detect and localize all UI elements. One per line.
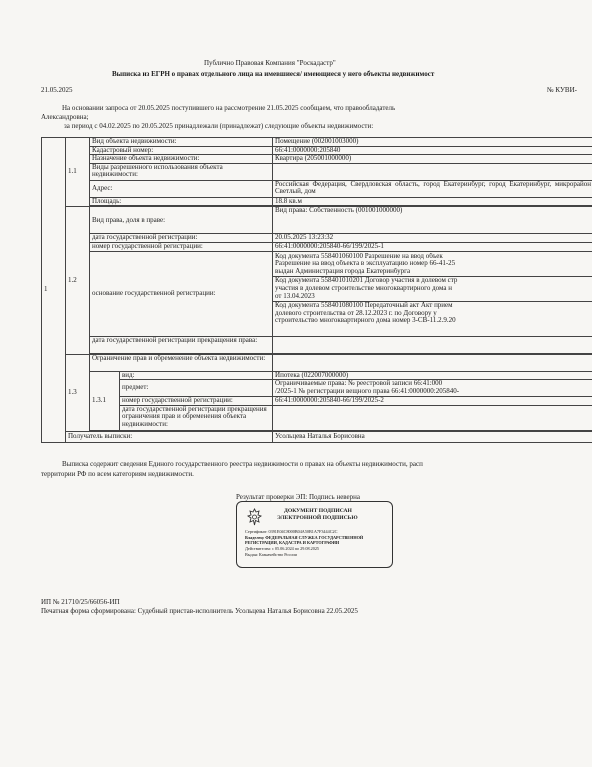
encumbrance-end-date-value bbox=[273, 405, 592, 430]
row-number-1-3-1: 1.3.1 bbox=[90, 371, 120, 430]
company-name: Публично Правовая Компания "Роскадастр" bbox=[204, 59, 336, 67]
subject-line: /2025-1 № регистрации вещного права 66:41:0000000:205840- bbox=[275, 387, 460, 395]
area-value: 18.8 кв.м bbox=[273, 197, 592, 206]
right-type-value: Вид права: Собственность (001001000000) bbox=[273, 207, 592, 234]
basis-line: Разрешение на ввод объекта в эксплуатацию номер 66-41-25 bbox=[275, 260, 456, 268]
document-title: Выписка из ЕГРН о правах отдельного лица на имевшиеся/ имеющиеся у него объекты недвижимост bbox=[112, 70, 435, 78]
permitted-use-value bbox=[273, 163, 592, 180]
rights-table bbox=[41, 137, 592, 443]
object-purpose-value: Квартира (205001000000) bbox=[273, 155, 592, 164]
stamp-issuer: Выдан: Казначейство России bbox=[245, 552, 297, 557]
encumbrance-subject-label: предмет: bbox=[120, 380, 273, 397]
basis-line: долевого строительства от 28.12.2023 г. по Договору у bbox=[275, 309, 437, 317]
encumbrance-number-label: номер государственной регистрации: bbox=[120, 397, 273, 406]
cadastral-number-value: 66:41:0000000:205840 bbox=[273, 146, 592, 155]
registration-basis-label: основание государственной регистрации: bbox=[90, 251, 273, 336]
basis-line: Код документа 558401060100 Разрешение на ввод объек bbox=[275, 252, 443, 260]
object-purpose-label: Назначение объекта недвижимости: bbox=[90, 155, 273, 164]
intro-line-1: На основании запроса от 20.05.2025 поступившего на рассмотрение 21.05.2025 сообщаем, что правообладатель bbox=[62, 104, 396, 112]
encumbrance-type-label: вид: bbox=[120, 371, 273, 380]
encumbrance-number-value: 66:41:0000000:205840-66/199/2025-2 bbox=[273, 397, 592, 406]
registration-date-label: дата государственной регистрации: bbox=[90, 234, 273, 243]
basis-line: выдан Администрация города Екатеринбурга bbox=[273, 268, 592, 278]
stamp-certificate: Сертификат: 0391E04C8000B04A50B1A7F3444C2C bbox=[245, 529, 338, 534]
footer-note-line-2: территории РФ по всем категориям недвижимости. bbox=[41, 470, 194, 478]
cadastral-number-label: Кадастровый номер: bbox=[90, 146, 273, 155]
recipient-value: Усольцева Наталья Борисовна bbox=[273, 431, 592, 442]
document-date: 21.05.2025 bbox=[41, 86, 73, 94]
row-number-1-1: 1.1 bbox=[66, 138, 90, 207]
recipient-label: Получатель выписки: bbox=[66, 431, 273, 442]
signature-check-result: Результат проверки ЭП: Подпись неверна bbox=[236, 493, 361, 501]
printed-by: Печатная форма сформирована: Судебный пристав-исполнитель Усольцева Наталья Борисовна 22.05.2025 bbox=[41, 607, 358, 615]
basis-line: Код документа 558401010201 Договор участия в долевом стр bbox=[275, 277, 458, 285]
row-number-1-2: 1.2 bbox=[66, 207, 90, 354]
row-number-1-3: 1.3 bbox=[66, 354, 90, 431]
intro-line-3: за период с 04.02.2025 по 20.05.2025 принадлежали (принадлежат) следующие объекты недвижимости: bbox=[64, 122, 374, 130]
registration-number-value: 66:41:0000000:205840-66/199/2025-1 bbox=[273, 242, 592, 251]
coat-of-arms-icon bbox=[246, 508, 263, 527]
basis-line: строительство многоквартирного дома номер 3-СВ-11.2.9.20 bbox=[275, 317, 456, 325]
row-number-1: 1 bbox=[42, 138, 66, 443]
object-type-value: Помещение (002001003000) bbox=[273, 138, 592, 147]
basis-line: Код документа 558401080100 Передаточный акт Акт прием bbox=[275, 302, 453, 310]
address-value: Российская Федерация, Свердловская область, город Екатеринбург, город Екатеринбург, микрорайон Светлый, дом bbox=[273, 180, 592, 197]
document-number: № КУВИ- bbox=[547, 86, 577, 94]
stamp-title-1: ДОКУМЕНТ ПОДПИСАН bbox=[284, 508, 352, 514]
encumbrance-header: Ограничение прав и обременение объекта недвижимости: bbox=[90, 354, 273, 371]
basis-line: участия в долевом строительстве многоквартирного дома н bbox=[275, 284, 453, 292]
encumbrance-subject-value bbox=[273, 380, 592, 397]
right-type-label: Вид права, доля в праве: bbox=[90, 207, 273, 234]
right-end-date-value bbox=[273, 336, 592, 353]
stamp-validity: Действителен: с 05.06.2024 по 29.08.2025 bbox=[245, 546, 320, 551]
intro-line-2: Александровна; bbox=[41, 113, 89, 121]
stamp-owner-2: РЕГИСТРАЦИИ, КАДАСТРА И КАРТОГРАФИИ bbox=[245, 540, 340, 545]
object-type-label: Вид объекта недвижимости: bbox=[90, 138, 273, 147]
registration-date-value: 20.05.2025 13:23:32 bbox=[273, 234, 592, 243]
footer-note-line-1: Выписка содержит сведения Единого государственного реестра недвижимости о правах на объекты недвижимости, расп bbox=[62, 460, 423, 468]
subject-line: Ограничиваемые права: № реестровой записи 66:41:000 bbox=[275, 380, 443, 388]
address-label: Адрес: bbox=[90, 180, 273, 197]
basis-line: от 13.04.2023 bbox=[273, 293, 592, 303]
stamp-owner: Владелец: ФЕДЕРАЛЬНАЯ СЛУЖБА ГОСУДАРСТВЕННОЙ bbox=[245, 535, 364, 540]
enforcement-number: ИП № 21710/25/66056-ИП bbox=[41, 598, 120, 606]
encumbrance-type-value: Ипотека (022007000000) bbox=[273, 371, 592, 380]
encumbrance-end-date-label: дата государственной регистрации прекращения ограничения прав и обременения объекта недвижимости: bbox=[120, 405, 273, 430]
area-label: Площадь: bbox=[90, 197, 273, 206]
stamp-title-2: ЭЛЕКТРОННОЙ ПОДПИСЬЮ bbox=[277, 515, 358, 521]
electronic-signature-stamp bbox=[236, 501, 393, 568]
registration-basis-value bbox=[273, 251, 592, 336]
registration-number-label: номер государственной регистрации: bbox=[90, 242, 273, 251]
permitted-use-label: Виды разрешенного использования объекта недвижимости: bbox=[90, 163, 273, 180]
right-end-date-label: дата государственной регистрации прекращения права: bbox=[90, 336, 273, 353]
encumbrance-header-value bbox=[273, 354, 592, 371]
